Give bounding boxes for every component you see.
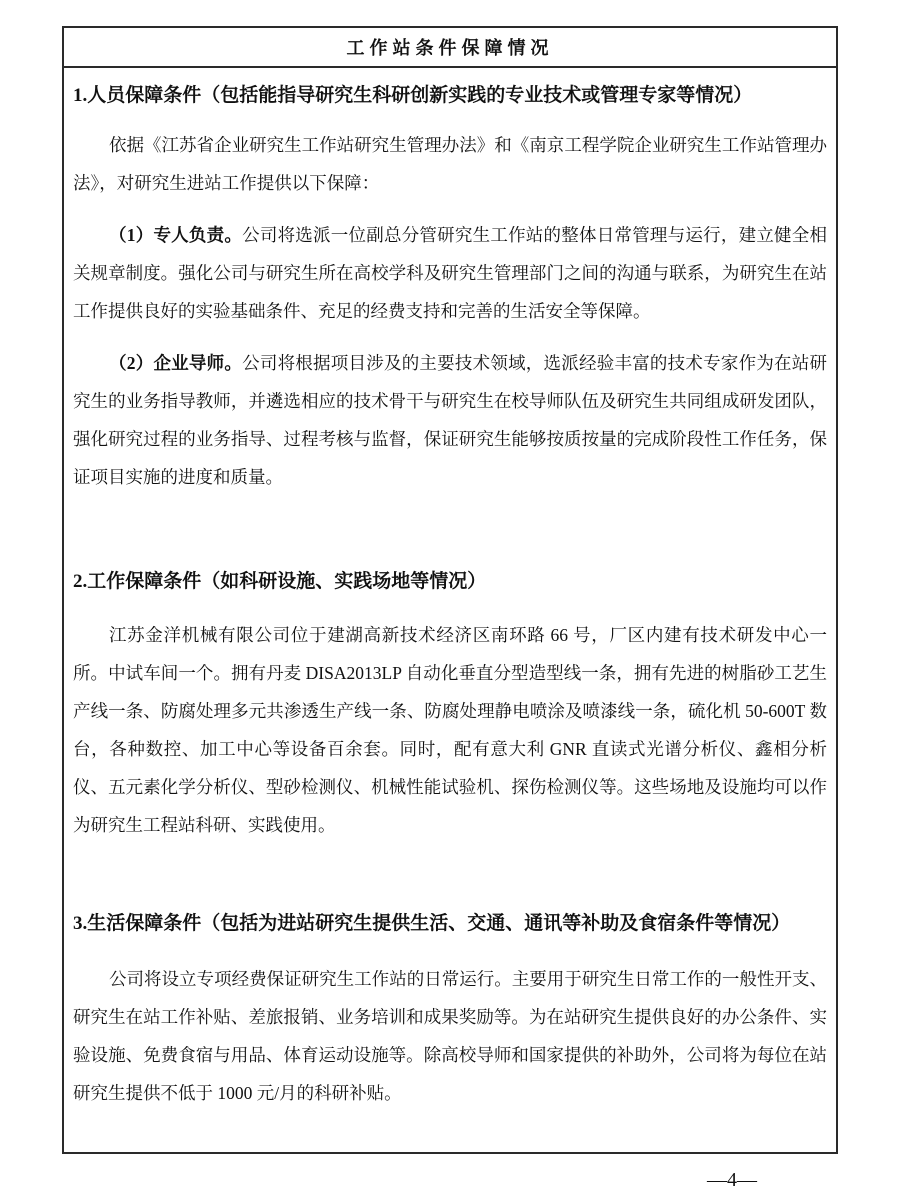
paragraph-text: 江苏金洋机械有限公司位于建湖高新技术经济区南环路 66 号，厂区内建有技术研发中心一所。中试车间一个。拥有丹麦 DISA2013LP 自动化垂直分型造型线一条，拥有先进的树脂砂工艺生产线一条、防腐处理多元共渗透生产线一条、防腐处理静电喷涂及喷漆线一条，硫化机 50-600T 数台，各种数控、加工中心等设备百余套。同时，配有意大利 GNR 直读式光谱分析仪、鑫相分析仪、五元素化学分析仪、型砂检测仪、机械性能试验机、探伤检测仪等。这些场地及设施均可以作为研究生工程站科研、实践使用。 [73, 625, 827, 835]
table-title: 工作站条件保障情况 [346, 38, 554, 58]
paragraph [73, 126, 827, 202]
paragraph-lead: （2）企业导师。 [109, 353, 243, 373]
paragraph [73, 616, 827, 844]
conditions-table [62, 26, 838, 1154]
section-heading-living-support: 3.生活保障条件（包括为进站研究生提供生活、交通、通讯等补助及食宿条件等情况） [73, 913, 791, 934]
paragraph [73, 216, 827, 330]
section-living-support [73, 912, 827, 1112]
paragraph-lead: （1）专人负责。 [109, 225, 243, 245]
paragraph-text: 公司将设立专项经费保证研究生工作站的日常运行。主要用于研究生日常工作的一般性开支、研究生在站工作补贴、差旅报销、业务培训和成果奖励等。为在站研究生提供良好的办公条件、实验设施、免费食宿与用品、体育运动设施等。除高校导师和国家提供的补助外，公司将为每位在站研究生提供不低于 1000 元/月的科研补贴。 [73, 969, 827, 1103]
section-heading-personnel: 1.人员保障条件（包括能指导研究生科研创新实践的专业技术或管理专家等情况） [73, 85, 753, 106]
table-body [64, 68, 836, 1112]
section-personnel [73, 84, 827, 496]
section-heading-work-facilities: 2.工作保障条件（如科研设施、实践场地等情况） [73, 571, 487, 592]
paragraph-text: 公司将选派一位副总分管研究生工作站的整体日常管理与运行，建立健全相关规章制度。强化公司与研究生所在高校学科及研究生管理部门之间的沟通与联系，为研究生在站工作提供良好的实验基础条件、充足的经费支持和完善的生活安全等保障。 [73, 225, 828, 321]
paragraph [73, 960, 827, 1112]
page-number: —4— [707, 1169, 757, 1191]
paragraph-text: 依据《江苏省企业研究生工作站研究生管理办法》和《南京工程学院企业研究生工作站管理办法》，对研究生进站工作提供以下保障： [73, 135, 827, 193]
paragraph [73, 344, 827, 496]
table-title-row [64, 28, 836, 68]
paragraph-text: 公司将根据项目涉及的主要技术领域，选派经验丰富的技术专家作为在站研究生的业务指导教师，并遴选相应的技术骨干与研究生在校导师队伍及研究生共同组成研发团队，强化研究过程的业务指导、过程考核与监督，保证研究生能够按质按量的完成阶段性工作任务，保证项目实施的进度和质量。 [73, 353, 828, 487]
section-work-facilities [73, 570, 827, 844]
